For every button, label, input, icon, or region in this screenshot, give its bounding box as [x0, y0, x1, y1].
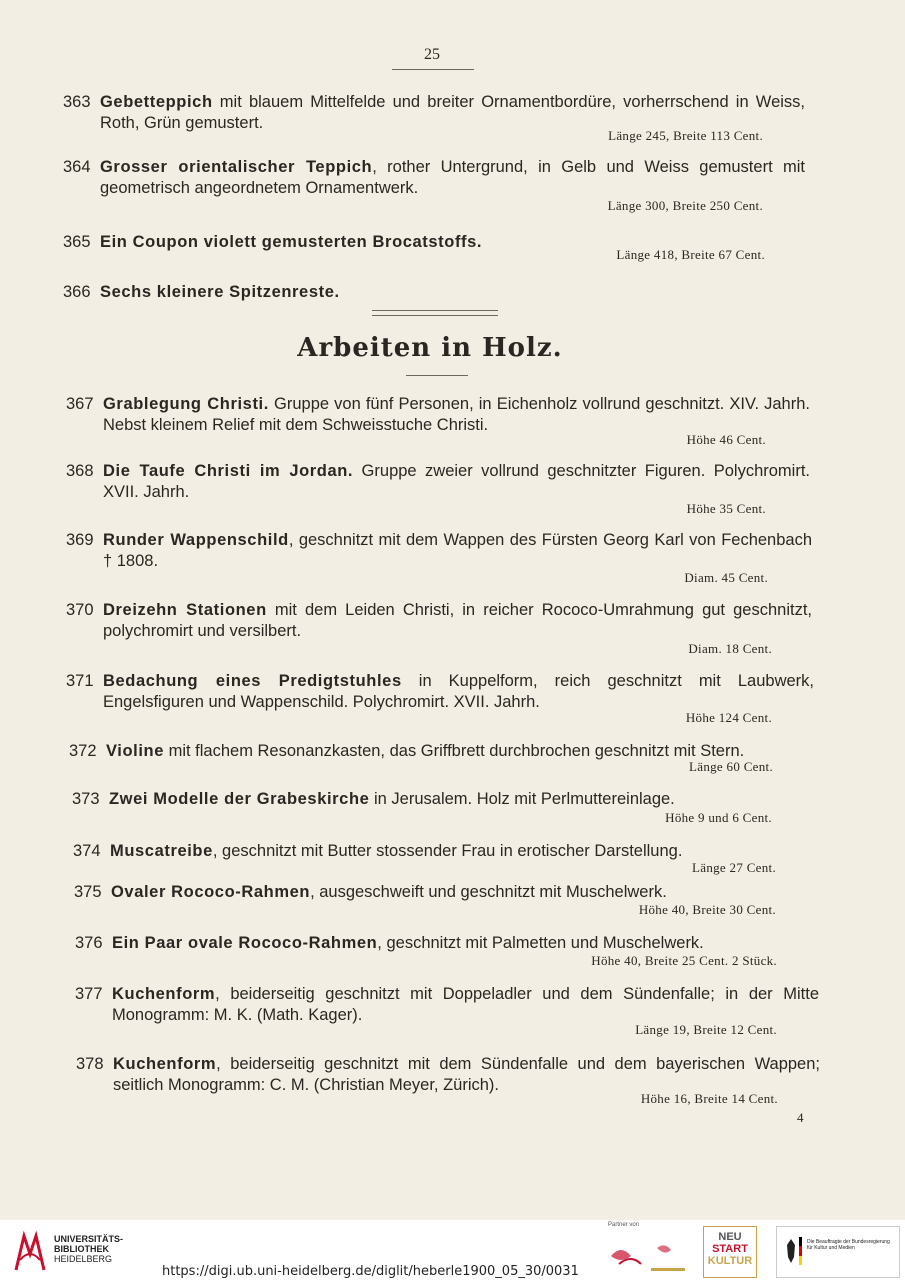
entry-title: Ein Paar ovale Rococo-Rahmen: [112, 934, 378, 952]
entry-measure: Länge 418, Breite 67 Cent.: [616, 247, 765, 262]
catalog-entry: [63, 92, 805, 143]
entry-measure: Länge 60 Cent.: [689, 759, 773, 774]
university-seal-icon[interactable]: [10, 1230, 50, 1274]
entry-number: 363: [63, 93, 91, 111]
federal-government-logo[interactable]: Die Beauftragte der Bundesregierung für Kultur und Medien: [776, 1226, 900, 1278]
entry-number: 372: [69, 742, 97, 760]
entry-description: , ausgeschweift und geschnitzt mit Muschelwerk.: [310, 883, 667, 901]
catalog-entry: [75, 984, 819, 1037]
entry-measure: Diam. 45 Cent.: [684, 570, 768, 585]
entry-measure: Höhe 35 Cent.: [686, 501, 766, 516]
entry-title: Ein Coupon violett gemusterten Brocatstoffs.: [100, 233, 483, 251]
catalog-entry: [72, 789, 776, 823]
entry-number: 375: [74, 883, 102, 901]
entry-title: Die Taufe Christi im Jordan.: [103, 462, 354, 480]
entry-measure: Höhe 9 und 6 Cent.: [665, 810, 772, 825]
entry-title: Ovaler Rococo-Rahmen: [111, 883, 311, 901]
entry-measure: Höhe 46 Cent.: [686, 432, 766, 447]
catalog-entry: [66, 530, 813, 585]
entry-number: 366: [63, 283, 91, 301]
entry-title: Muscatreibe: [110, 842, 213, 860]
partner-logo-icon[interactable]: [605, 1234, 695, 1278]
entry-title: Grosser orientalischer Teppich: [100, 158, 373, 176]
entry-description: Gruppe von fünf Personen, in Eichenholz vollrund geschnitzt. XIV. Jahrh. Nebst kleinem Relief mit dem Schweisstuche Christi.: [103, 395, 810, 434]
entry-title: Sechs kleinere Spitzenreste.: [100, 283, 340, 301]
entry-title: Violine: [106, 742, 164, 760]
entry-description: mit dem Leiden Christi, in reicher Rococo-Umrahmung gut geschnitzt, polychromirt und versilbert.: [103, 601, 812, 640]
entry-title: Runder Wappenschild: [103, 531, 289, 549]
page-number: 25: [424, 46, 440, 63]
federal-eagle-icon: [785, 1237, 797, 1265]
catalog-entry: [63, 157, 805, 213]
entry-title: Bedachung eines Predigtstuhles: [103, 672, 402, 690]
entry-measure: Höhe 16, Breite 14 Cent.: [640, 1091, 778, 1106]
entry-number: 377: [75, 985, 103, 1003]
entry-number: 368: [66, 462, 94, 480]
entry-number: 365: [63, 233, 91, 251]
entry-description: , beiderseitig geschnitzt mit Doppeladler und dem Sündenfalle; in der Mitte Monogramm: M. K. (Math. Kager).: [112, 985, 819, 1024]
entry-description: , rother Untergrund, in Gelb und Weiss gemustert mit geometrisch angeordnetem Ornamentwerk.: [100, 158, 805, 197]
entry-number: 376: [75, 934, 103, 952]
entry-measure: Diam. 18 Cent.: [688, 641, 772, 656]
entry-number: 371: [66, 672, 94, 690]
section-heading: Arbeiten in Holz.: [297, 333, 563, 363]
catalog-entry: [63, 282, 805, 304]
entry-title: Grablegung Christi.: [103, 395, 269, 413]
catalog-entry: [63, 232, 805, 262]
entry-measure: Höhe 40, Breite 25 Cent. 2 Stück.: [591, 953, 777, 968]
library-name[interactable]: UNIVERSITÄTS- BIBLIOTHEK HEIDELBERG: [54, 1234, 124, 1264]
entry-number: 370: [66, 601, 94, 619]
entry-description: , geschnitzt mit dem Wappen des Fürsten Georg Karl von Fechenbach † 1808.: [103, 531, 813, 570]
catalog-entry: [66, 600, 812, 656]
catalog-entry: [74, 882, 778, 916]
section-divider: [406, 375, 468, 376]
entry-measure: Länge 27 Cent.: [692, 860, 776, 875]
entry-measure: Höhe 40, Breite 30 Cent.: [638, 902, 776, 917]
entry-number: 374: [73, 842, 101, 860]
partner-label: Partner von: [608, 1222, 640, 1228]
permalink-url[interactable]: https://digi.ub.uni-heidelberg.de/diglit/heberle1900_05_30/0031: [162, 1264, 579, 1279]
entry-number: 369: [66, 531, 94, 549]
entry-description: Gruppe zweier vollrund geschnitzter Figuren. Polychromirt. XVII. Jahrh.: [103, 462, 811, 501]
entry-title: Gebetteppich: [100, 93, 213, 111]
catalog-entry: [69, 741, 779, 775]
entry-description: mit flachem Resonanzkasten, das Griffbrett durchbrochen geschnitzt mit Stern.: [164, 742, 745, 760]
entry-measure: Länge 19, Breite 12 Cent.: [635, 1022, 777, 1037]
entry-number: 364: [63, 158, 91, 176]
entry-measure: Länge 245, Breite 113 Cent.: [608, 128, 763, 143]
catalog-entry: [66, 394, 810, 447]
entry-number: 378: [76, 1055, 104, 1073]
entry-number: 367: [66, 395, 94, 413]
catalog-entry: [76, 1054, 820, 1104]
entry-number: 373: [72, 790, 100, 808]
catalog-entry: [73, 841, 778, 875]
entry-description: , geschnitzt mit Butter stossender Frau in erotischer Darstellung.: [212, 842, 683, 860]
viewer-footer: [0, 1220, 905, 1283]
entry-title: Kuchenform: [113, 1055, 217, 1073]
entry-measure: Höhe 124 Cent.: [685, 710, 772, 725]
catalog-entry: [66, 461, 811, 516]
entry-title: Dreizehn Stationen: [103, 601, 267, 619]
catalog-entry: [66, 671, 814, 725]
sheet-number: 4: [797, 1110, 804, 1125]
entry-title: Zwei Modelle der Grabeskirche: [109, 790, 370, 808]
catalog-entry: [75, 933, 779, 967]
entry-description: in Jerusalem. Holz mit Perlmuttereinlage.: [369, 790, 675, 808]
german-flag-icon: [799, 1237, 802, 1265]
entry-description: , beiderseitig geschnitzt mit dem Sündenfalle und dem bayerischen Wappen; seitlich Monogramm: C. M. (Christian Meyer, Zürich).: [113, 1055, 820, 1094]
neustart-kultur-logo[interactable]: NEU START KULTUR: [703, 1226, 757, 1278]
entry-description: in Kuppelform, reich geschnitzt mit Laubwerk, Engelsfiguren und Wappenschild. Polychromirt. XVII. Jahrh.: [103, 672, 814, 711]
entry-measure: Länge 300, Breite 250 Cent.: [607, 198, 763, 213]
entry-description: mit blauem Mittelfelde und breiter Ornamentbordüre, vorherrschend in Weiss, Roth, Grün gemustert.: [100, 93, 805, 132]
entry-title: Kuchenform: [112, 985, 216, 1003]
section-divider-double: [372, 310, 498, 316]
entry-description: , geschnitzt mit Palmetten und Muschelwerk.: [377, 934, 704, 952]
